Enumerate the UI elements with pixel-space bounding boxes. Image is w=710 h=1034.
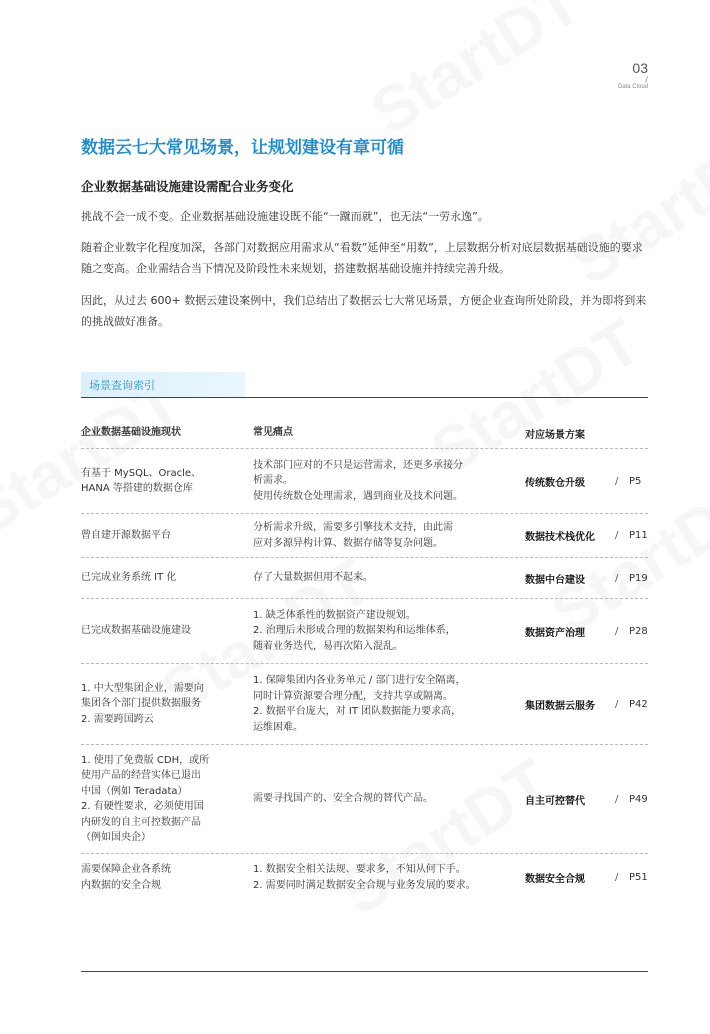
index-label-badge: [81, 372, 245, 397]
pain-line: 应对多源异构计算、数据存储等复杂问题。: [253, 537, 443, 549]
pain-line: 1. 缺乏体系性的数据资产建设规划。: [253, 609, 416, 621]
solution-separator: /: [615, 475, 619, 487]
cell-status: [81, 570, 253, 586]
status-line: HANA 等搭建的数据仓库: [81, 483, 193, 494]
table-row: [81, 558, 648, 599]
page-title: 数据云七大常见场景，让规划建设有章可循: [81, 138, 404, 158]
solution-page-ref: P5: [629, 475, 642, 487]
pain-line: 存了大量数据但用不起来。: [253, 572, 373, 584]
status-line: 使用产品的经营实体已退出: [81, 770, 201, 781]
cell-pain-points: [253, 791, 525, 807]
status-line: 需要保障企业各系统: [81, 864, 171, 875]
header-status: 企业数据基础设施现状: [81, 427, 181, 439]
status-line: （例如国央企）: [81, 832, 151, 843]
scenario-index-table: [81, 418, 648, 901]
table-bottom-rule: [81, 971, 648, 972]
cell-pain-points: [253, 608, 525, 655]
cell-solution: [525, 697, 648, 712]
solution-page-ref: P49: [629, 793, 648, 805]
page-number-block: [618, 60, 648, 90]
watermark: [358, 0, 593, 150]
status-line: 已完成数据基础设施建设: [81, 625, 191, 637]
header-solution: 对应场景方案: [525, 429, 585, 441]
status-line: 内研发的自主可控数据产品: [81, 816, 201, 828]
cell-status: [81, 753, 253, 846]
solution-name: 数据安全合规: [525, 874, 585, 885]
cell-pain-points: [253, 673, 525, 735]
table-body: [81, 449, 648, 901]
page-number-slash: /: [645, 75, 648, 84]
status-line: 已完成业务系统 IT 化: [81, 572, 177, 584]
solution-page-ref: P51: [629, 872, 648, 883]
solution-name: 集团数据云服务: [525, 700, 595, 712]
pain-line: 技术部门应对的不只是运营需求，还更多承接分: [253, 459, 463, 471]
pain-line: 需要寻找国产的、安全合规的替代产品。: [253, 793, 433, 805]
status-line: 曾自建开源数据平台: [81, 529, 171, 541]
section-subtitle: 企业数据基础设施建设需配合业务变化: [81, 179, 294, 194]
table-row: [81, 599, 648, 664]
table-row: [81, 449, 648, 514]
pain-line: 1. 保障集团内各业务单元 / 部门进行安全隔离，: [253, 675, 466, 686]
pain-line: 分析需求升级，需要多引擎技术支持，由此需: [253, 522, 453, 533]
solution-name: 传统数仓升级: [525, 477, 585, 489]
solution-name: 数据资产治理: [525, 627, 585, 639]
cell-solution: [525, 870, 648, 885]
index-label: 场景查询索引: [89, 379, 155, 392]
header-pain-points: 常见痛点: [253, 427, 293, 439]
table-row: [81, 664, 648, 745]
solution-separator: /: [615, 698, 619, 710]
solution-page-ref: P11: [629, 530, 648, 541]
solution-page-ref: P19: [629, 572, 648, 584]
header-label: Data Cloud: [617, 84, 648, 90]
status-line: 有基于 MySQL、Oracle、: [81, 467, 202, 479]
paragraph-1: 挑战不会一成不变。企业数据基础设施建设既不能“一蹴而就”，也无法“一劳永逸”。: [81, 210, 489, 223]
cell-status: [81, 681, 253, 728]
cell-solution: [525, 474, 648, 489]
solution-name: 数据中台建设: [525, 574, 585, 586]
table-row: [81, 854, 648, 901]
table-header-row: [81, 418, 648, 449]
cell-pain-points: [253, 458, 525, 505]
table-top-rule: [81, 397, 648, 398]
cell-status: [81, 623, 253, 639]
solution-separator: /: [615, 572, 619, 584]
status-line: 中国（例如 Teradata）: [81, 785, 188, 797]
cell-solution: [525, 792, 648, 807]
cell-pain-points: [253, 520, 525, 551]
paragraph-3: 因此，从过去 600+ 数据云建设案例中，我们总结出了数据云七大常见场景，方便企业查询所处阶段，并为即将到来的挑战做好准备。: [81, 294, 647, 328]
cell-pain-points: [253, 570, 525, 586]
solution-separator: /: [615, 872, 619, 883]
pain-line: 使用传统数仓处理需求，遇到商业及技术问题。: [253, 490, 463, 502]
solution-separator: /: [615, 793, 619, 805]
status-line: 1. 中大型集团企业，需要向: [81, 682, 204, 694]
cell-status: [81, 466, 253, 497]
cell-status: [81, 528, 253, 544]
pain-line: 析需求。: [253, 475, 293, 487]
solution-separator: /: [615, 530, 619, 541]
table-row: [81, 514, 648, 558]
status-line: 2. 有硬性要求，必须使用国: [81, 801, 204, 812]
status-line: 1. 使用了免费版 CDH，或所: [81, 754, 210, 766]
cell-pain-points: [253, 862, 525, 893]
cell-status: [81, 862, 253, 893]
solution-name: 数据技术栈优化: [525, 532, 595, 543]
cell-solution: [525, 528, 648, 543]
pain-line: 1. 数据安全相关法规、要求多，不知从何下手。: [253, 864, 466, 875]
table-row: [81, 745, 648, 854]
pain-line: 2. 治理后未形成合理的数据架构和运维体系，: [253, 625, 456, 637]
pain-line: 2. 数据平台庞大，对 IT 团队数据能力要求高，: [253, 706, 462, 717]
status-line: 内数据的安全合规: [81, 879, 161, 891]
pain-line: 随着业务迭代，易再次陷入混乱。: [253, 640, 403, 652]
solution-page-ref: P28: [629, 625, 648, 637]
solution-page-ref: P42: [629, 698, 648, 710]
status-line: 2. 需要跨国跨云: [81, 713, 154, 725]
pain-line: 2. 需要同时满足数据安全合规与业务发展的要求。: [253, 879, 476, 891]
cell-solution: [525, 624, 648, 639]
cell-solution: [525, 571, 648, 586]
pain-line: 运维困难。: [253, 721, 303, 733]
solution-separator: /: [615, 625, 619, 637]
page-number: 03: [632, 60, 648, 76]
solution-name: 自主可控替代: [525, 795, 585, 807]
status-line: 集团各个部门提供数据服务: [81, 698, 201, 710]
paragraph-2: 随着企业数字化程度加深，各部门对数据应用需求从“看数”延伸至“用数”，上层数据分析对底层数据基础设施的要求随之变高。企业需结合当下情况及阶段性未来规划，搭建数据基础设施并持续完善升级。: [81, 241, 643, 275]
pain-line: 同时计算资源要合理分配，支持共享或隔离。: [253, 690, 453, 702]
